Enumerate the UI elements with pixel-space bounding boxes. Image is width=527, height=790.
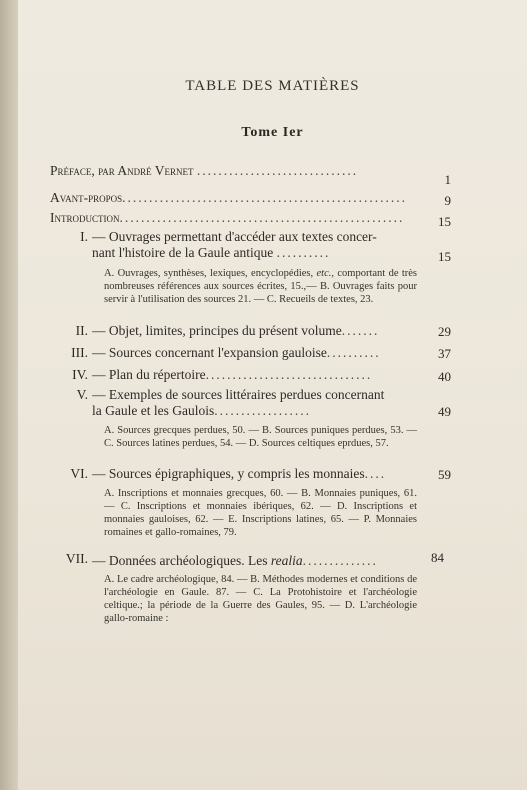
toc-entry-avant-propos: Avant-propos..................................................... (50, 190, 407, 205)
toc-page-preface: 1 (444, 172, 451, 187)
section-subentries: A. Inscriptions et monnaies grecques, 60. — B. Monnaies puniques, 61. — C. Inscriptions et monnaies ibériques, 62. — D. Inscriptions et monnaies gauloises, 62. — E. Inscriptions latines, 65. — P. Monnaies romaines et gallo-romaines, 79. (104, 488, 417, 538)
section-title-line: — Exemples de sources littéraires perdues concernant (92, 387, 385, 402)
page-title: TABLE DES MATIÈRES (185, 78, 360, 94)
toc-page-avant-propos: 9 (444, 193, 451, 208)
section-title-line: — Objet, limites, principes du présent volume....... (92, 323, 380, 338)
section-subentries: A. Le cadre archéologique, 84. — B. Méthodes modernes et conditions de l'archéologie en Gaule. 87. — C. La Protohistoire et l'archéologie celtique.; la période de la Guerre des Gaules, 95. — D. L'archéologie gallo-romaine : (104, 574, 417, 624)
section-number: II. (75, 323, 88, 338)
section-subentries: A. Sources grecques perdues, 50. — B. Sources puniques perdues, 53. — C. Sources latines perdues, 54. — D. Sources celtiques eprdues, 57. (104, 425, 417, 449)
section-page: 49 (438, 404, 451, 419)
section-title-line: — Plan du répertoire............................... (92, 367, 373, 382)
section-number: I. (80, 229, 88, 244)
section-number: VII. (65, 551, 88, 566)
section-page: 37 (438, 346, 451, 361)
section-number: VI. (70, 466, 88, 481)
book-page (18, 0, 527, 790)
section-title-line: la Gaule et les Gaulois.................. (92, 403, 311, 418)
section-title-line: — Ouvrages permettant d'accéder aux textes concer- (92, 229, 377, 244)
section-page: 15 (438, 249, 451, 264)
section-title-line: — Données archéologiques. Les realia.............. (92, 553, 378, 568)
section-title-line: nant l'histoire de la Gaule antique .......... (92, 245, 331, 260)
toc-page-introduction: 15 (438, 214, 451, 229)
section-subentries: A. Ouvrages, synthèses, lexiques, encyclopédies, etc., comportant de très nombreuses références aux sources écrites, 15.,— B. Ouvrages faits pour servir à l'utilisation des sources 21. — C. Recueils de textes, 23. (104, 268, 418, 305)
section-page: 59 (438, 467, 451, 482)
toc-entry-preface: Préface, par André Vernet .............................. (50, 163, 359, 178)
section-title-line: — Sources concernant l'expansion gauloise.......... (92, 345, 381, 360)
section-number: III. (71, 345, 88, 360)
section-page: 29 (438, 324, 451, 339)
section-page: 40 (438, 369, 451, 384)
section-page: 84 (431, 550, 444, 565)
section-number: IV. (72, 367, 88, 382)
section-title-line: — Sources épigraphiques, y compris les monnaies.... (92, 466, 387, 481)
section-number: V. (76, 387, 88, 402)
toc-entry-introduction: Introduction..................................................... (50, 210, 405, 225)
tome-heading: Tome Ier (241, 125, 304, 140)
